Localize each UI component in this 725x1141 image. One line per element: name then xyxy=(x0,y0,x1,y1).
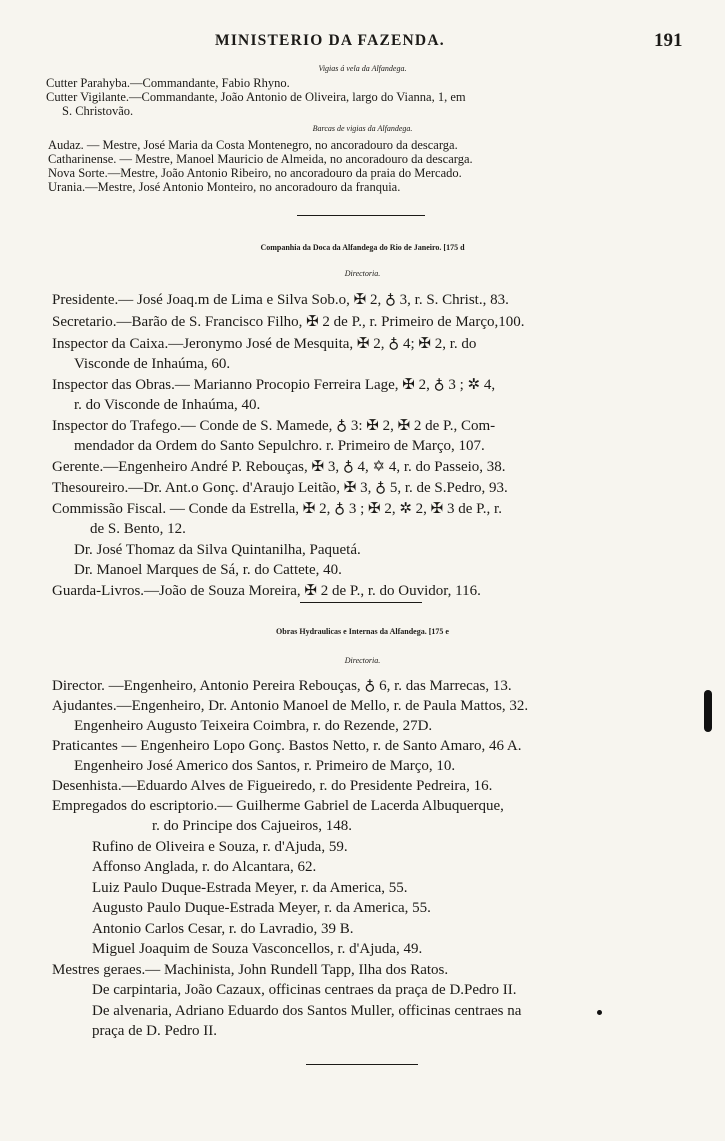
obras-line-7: Empregados do escriptorio.— Guilherme Gabriel de Lacerda Albuquerque, xyxy=(52,798,504,814)
docas-subheading: Directoria. xyxy=(344,269,381,278)
barcas-line-4: Urania.—Mestre, José Antonio Monteiro, no ancoradouro da franquia. xyxy=(48,180,401,194)
obras-line-17: De alvenaria, Adriano Eduardo dos Santos Muller, officinas centraes na xyxy=(92,1003,522,1019)
docas-line-7: Inspector do Trafego.— Conde de S. Mamede, ♁ 3: ✠ 2, ✠ 2 de P., Com- xyxy=(52,418,496,434)
section-rule-3 xyxy=(306,1064,418,1065)
docas-line-5: Inspector das Obras.— Marianno Procopio Ferreira Lage, ✠ 2, ♁ 3 ; ✲ 4, xyxy=(52,377,496,393)
obras-line-4: Praticantes — Engenheiro Lopo Gonç. Bastos Netto, r. de Santo Amaro, 46 A. xyxy=(52,738,522,754)
obras-line-6: Desenhista.—Eduardo Alves de Figueiredo, r. do Presidente Pedreira, 16. xyxy=(52,778,493,794)
docas-line-13: Dr. José Thomaz da Silva Quintanilha, Paquetá. xyxy=(74,542,361,558)
obras-line-3: Engenheiro Augusto Teixeira Coimbra, r. do Rezende, 27D. xyxy=(74,718,433,734)
vigias-line-2: Cutter Vigilante.—Commandante, João Antonio de Oliveira, largo do Vianna, 1, em xyxy=(46,90,466,104)
docas-line-1: Presidente.— José Joaq.m de Lima e Silva Sob.o, ✠ 2, ♁ 3, r. S. Christ., 83. xyxy=(52,292,509,308)
docas-line-14: Dr. Manoel Marques de Sá, r. do Cattete, 40. xyxy=(74,562,342,578)
running-header xyxy=(0,30,725,54)
obras-line-10: Affonso Anglada, r. do Alcantara, 62. xyxy=(92,859,317,875)
obras-line-16: De carpintaria, João Cazaux, officinas centraes da praça de D.Pedro II. xyxy=(92,982,517,998)
obras-line-1: Director. —Engenheiro, Antonio Pereira Rebouças, ♁ 6, r. das Marrecas, 13. xyxy=(52,678,512,694)
barcas-line-1: Audaz. — Mestre, José Maria da Costa Montenegro, no ancoradouro da descarga. xyxy=(48,138,458,152)
obras-line-13: Antonio Carlos Cesar, r. do Lavradio, 39 B. xyxy=(92,921,354,937)
obras-line-12: Augusto Paulo Duque-Estrada Meyer, r. da America, 55. xyxy=(92,900,431,916)
section-rule-2 xyxy=(300,602,422,603)
docas-line-15: Guarda-Livros.—João de Souza Moreira, ✠ 2 de P., r. do Ouvidor, 116. xyxy=(52,583,481,599)
docas-line-6: r. do Visconde de Inhaúma, 40. xyxy=(74,397,261,413)
obras-line-11: Luiz Paulo Duque-Estrada Meyer, r. da America, 55. xyxy=(92,880,408,896)
obras-line-14: Miguel Joaquim de Souza Vasconcellos, r. d'Ajuda, 49. xyxy=(92,941,423,957)
barcas-line-3: Nova Sorte.—Mestre, João Antonio Ribeiro, no ancoradouro da praia do Mercado. xyxy=(48,166,462,180)
scan-blot xyxy=(704,690,712,732)
docas-line-9: Gerente.—Engenheiro André P. Rebouças, ✠ 3, ♁ 4, ✡ 4, r. do Passeio, 38. xyxy=(52,459,506,475)
vigias-heading: Vigias á vela da Alfandega. xyxy=(318,64,407,73)
obras-line-9: Rufino de Oliveira e Souza, r. d'Ajuda, 59. xyxy=(92,839,348,855)
docas-line-4: Visconde de Inhaúma, 60. xyxy=(74,356,231,372)
obras-line-8: r. do Principe dos Cajueiros, 148. xyxy=(152,818,352,834)
docas-line-2: Secretario.—Barão de S. Francisco Filho, ✠ 2 de P., r. Primeiro de Março,100. xyxy=(52,314,525,330)
docas-line-10: Thesoureiro.—Dr. Ant.o Gonç. d'Araujo Leitão, ✠ 3, ♁ 5, r. de S.Pedro, 93. xyxy=(52,480,508,496)
obras-line-2: Ajudantes.—Engenheiro, Dr. Antonio Manoel de Mello, r. de Paula Mattos, 32. xyxy=(52,698,529,714)
docas-line-8: mendador da Ordem do Santo Sepulchro. r. Primeiro de Março, 107. xyxy=(74,438,485,454)
docas-line-11: Commissão Fiscal. — Conde da Estrella, ✠ 2, ♁ 3 ; ✠ 2, ✲ 2, ✠ 3 de P., r. xyxy=(52,501,502,517)
obras-line-18: praça de D. Pedro II. xyxy=(92,1023,217,1039)
vigias-line-3: S. Christovão. xyxy=(62,104,134,118)
barcas-heading: Barcas de vigias da Alfandega. xyxy=(312,124,413,133)
obras-heading: Obras Hydraulicas e Internas da Alfandega. [175 e xyxy=(276,627,449,636)
vigias-line-1: Cutter Parahyba.—Commandante, Fabio Rhyno. xyxy=(46,76,290,90)
barcas-line-2: Catharinense. — Mestre, Manoel Mauricio de Almeida, no ancoradouro da descarga. xyxy=(48,152,473,166)
ink-speck xyxy=(597,1010,602,1015)
obras-subheading: Directoria. xyxy=(344,656,381,665)
header-title: MINISTERIO DA FAZENDA. xyxy=(215,32,445,49)
docas-line-12: de S. Bento, 12. xyxy=(90,521,186,537)
docas-line-3: Inspector da Caixa.—Jeronymo José de Mesquita, ✠ 2, ♁ 4; ✠ 2, r. do xyxy=(52,336,477,352)
docas-heading: Companhia da Doca da Alfandega do Rio de Janeiro. [175 d xyxy=(260,243,465,252)
section-rule-1 xyxy=(297,215,425,216)
page-number: 191 xyxy=(654,30,683,51)
obras-line-15: Mestres geraes.— Machinista, John Rundell Tapp, Ilha dos Ratos. xyxy=(52,962,449,978)
obras-line-5: Engenheiro José Americo dos Santos, r. Primeiro de Março, 10. xyxy=(74,758,456,774)
